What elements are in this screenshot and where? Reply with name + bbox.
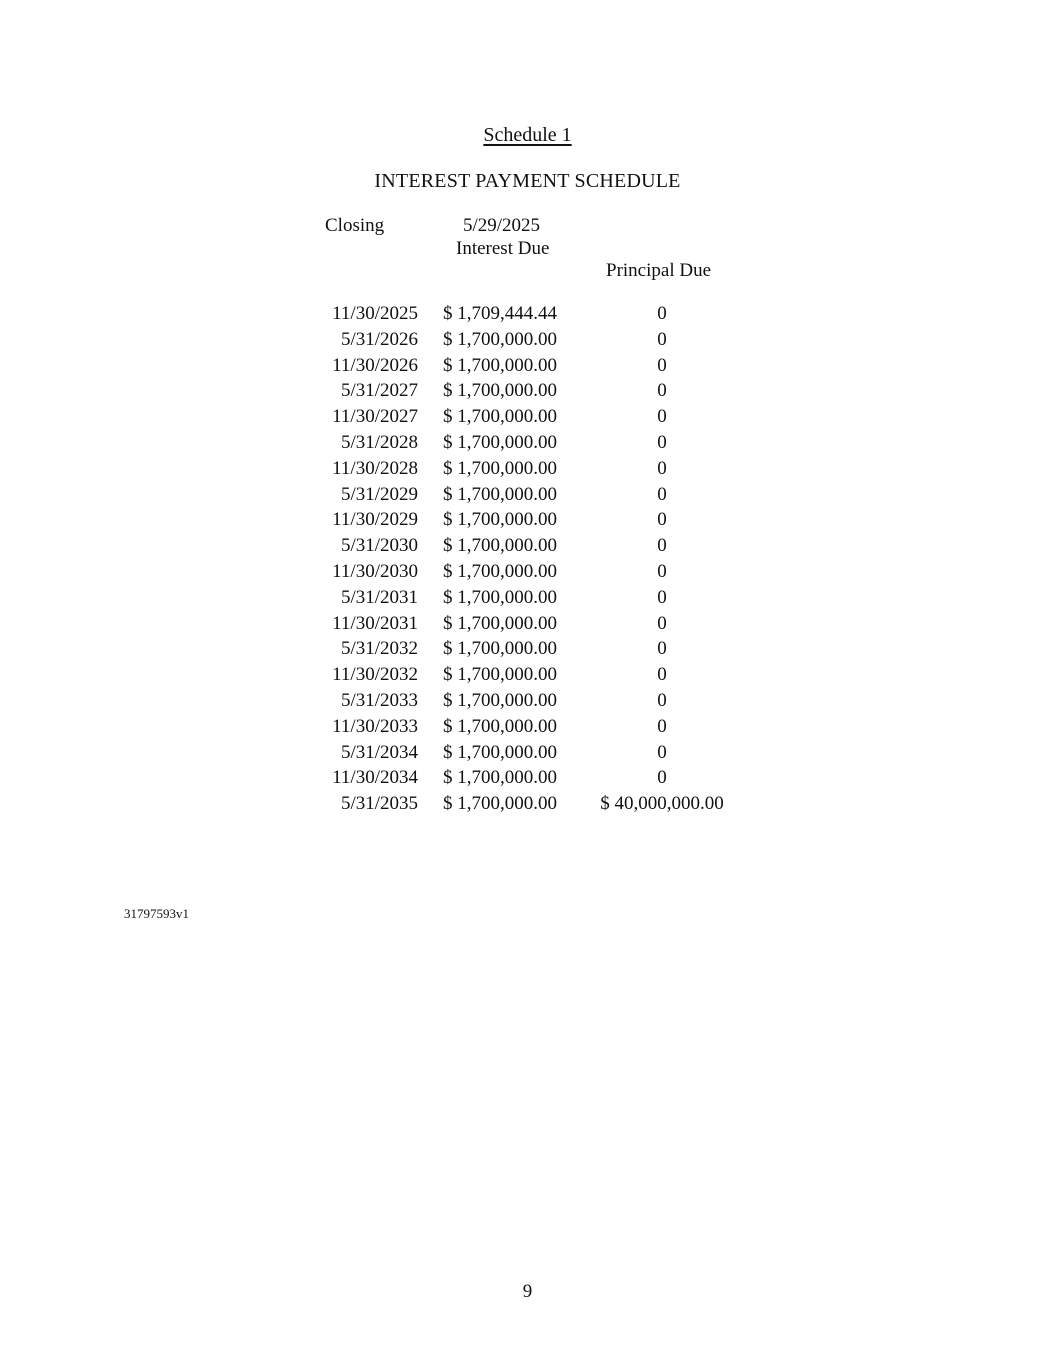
interest-due-cell: $ 1,700,000.00 xyxy=(443,328,557,350)
principal-due-cell: 0 xyxy=(657,431,667,453)
principal-due-cell: 0 xyxy=(657,638,667,660)
interest-due-cell: $ 1,700,000.00 xyxy=(443,586,557,608)
table-row xyxy=(300,432,760,458)
principal-due-cell: 0 xyxy=(657,560,667,582)
payment-date-cell: 11/30/2031 xyxy=(332,612,418,634)
interest-due-cell: $ 1,700,000.00 xyxy=(443,483,557,505)
payment-date-cell: 5/31/2031 xyxy=(340,586,418,608)
interest-due-cell: $ 1,700,000.00 xyxy=(443,457,557,479)
principal-due-cell: 0 xyxy=(657,664,667,686)
principal-due-cell: 0 xyxy=(657,483,667,505)
payment-date-cell: 11/30/2033 xyxy=(332,715,418,737)
payment-date-cell: 11/30/2026 xyxy=(332,354,418,376)
interest-due-cell: $ 1,700,000.00 xyxy=(443,793,557,815)
interest-due-cell: $ 1,700,000.00 xyxy=(443,664,557,686)
principal-due-cell: 0 xyxy=(657,612,667,634)
principal-due-cell: 0 xyxy=(657,715,667,737)
document-id: 31797593v1 xyxy=(124,906,189,921)
payment-date-cell: 11/30/2027 xyxy=(332,406,418,428)
interest-due-cell: $ 1,709,444.44 xyxy=(443,303,557,324)
principal-due-cell: 0 xyxy=(657,689,667,711)
payment-date-cell: 5/31/2035 xyxy=(340,793,418,815)
schedule-label: Schedule 1 xyxy=(483,124,572,146)
payment-date-cell: 5/31/2030 xyxy=(340,535,418,557)
table-row xyxy=(300,664,760,690)
payment-date-cell: 5/31/2026 xyxy=(340,328,418,350)
principal-due-cell: 0 xyxy=(657,303,667,324)
payment-date-cell: 5/31/2034 xyxy=(340,741,418,763)
table-row xyxy=(300,329,760,355)
principal-due-cell: 0 xyxy=(657,328,667,350)
table-row xyxy=(300,613,760,639)
payment-date-cell: 5/31/2029 xyxy=(340,483,418,505)
payment-date-cell: 11/30/2032 xyxy=(332,664,418,686)
interest-due-cell: $ 1,700,000.00 xyxy=(443,560,557,582)
interest-due-cell: $ 1,700,000.00 xyxy=(443,612,557,634)
principal-due-cell: 0 xyxy=(657,767,667,789)
principal-due-cell: 0 xyxy=(657,457,667,479)
table-row xyxy=(300,561,760,587)
table-row xyxy=(300,406,760,432)
schedule-title: INTEREST PAYMENT SCHEDULE xyxy=(374,170,681,192)
table-row xyxy=(300,484,760,510)
payment-date-cell: 11/30/2028 xyxy=(332,457,418,479)
payment-date-cell: 11/30/2030 xyxy=(332,560,418,582)
table-row xyxy=(300,767,760,793)
payment-date-cell: 5/31/2033 xyxy=(340,689,418,711)
interest-due-cell: $ 1,700,000.00 xyxy=(443,535,557,557)
table-row xyxy=(300,380,760,406)
table-row xyxy=(300,303,760,329)
interest-due-cell: $ 1,700,000.00 xyxy=(443,689,557,711)
principal-due-cell: 0 xyxy=(657,354,667,376)
table-row xyxy=(300,690,760,716)
payment-date-cell: 5/31/2027 xyxy=(340,380,418,402)
interest-due-cell: $ 1,700,000.00 xyxy=(443,431,557,453)
principal-due-cell: 0 xyxy=(657,380,667,402)
table-row xyxy=(300,587,760,613)
interest-due-header: Interest Due xyxy=(456,238,550,259)
table-row xyxy=(300,716,760,742)
closing-date: 5/29/2025 xyxy=(463,215,541,236)
principal-due-cell: $ 40,000,000.00 xyxy=(600,793,724,815)
table-row xyxy=(300,355,760,381)
page-number: 9 xyxy=(522,1281,533,1302)
payment-date-cell: 5/31/2028 xyxy=(340,431,418,453)
interest-due-cell: $ 1,700,000.00 xyxy=(443,354,557,376)
payment-date-cell: 11/30/2034 xyxy=(332,767,418,789)
interest-due-cell: $ 1,700,000.00 xyxy=(443,509,557,531)
payment-schedule-table xyxy=(300,303,760,819)
interest-due-cell: $ 1,700,000.00 xyxy=(443,715,557,737)
principal-due-cell: 0 xyxy=(657,509,667,531)
principal-due-cell: 0 xyxy=(657,586,667,608)
table-row xyxy=(300,535,760,561)
table-row xyxy=(300,458,760,484)
interest-due-cell: $ 1,700,000.00 xyxy=(443,741,557,763)
interest-due-cell: $ 1,700,000.00 xyxy=(443,380,557,402)
principal-due-cell: 0 xyxy=(657,406,667,428)
principal-due-cell: 0 xyxy=(657,535,667,557)
table-row xyxy=(300,638,760,664)
table-row xyxy=(300,793,760,819)
principal-due-header: Principal Due xyxy=(606,260,712,281)
interest-due-cell: $ 1,700,000.00 xyxy=(443,638,557,660)
table-row xyxy=(300,742,760,768)
interest-due-cell: $ 1,700,000.00 xyxy=(443,406,557,428)
table-row xyxy=(300,509,760,535)
principal-due-cell: 0 xyxy=(657,741,667,763)
closing-label: Closing xyxy=(325,215,385,236)
payment-date-cell: 5/31/2032 xyxy=(340,638,418,660)
interest-due-cell: $ 1,700,000.00 xyxy=(443,767,557,789)
payment-date-cell: 11/30/2025 xyxy=(332,303,418,324)
payment-date-cell: 11/30/2029 xyxy=(332,509,418,531)
